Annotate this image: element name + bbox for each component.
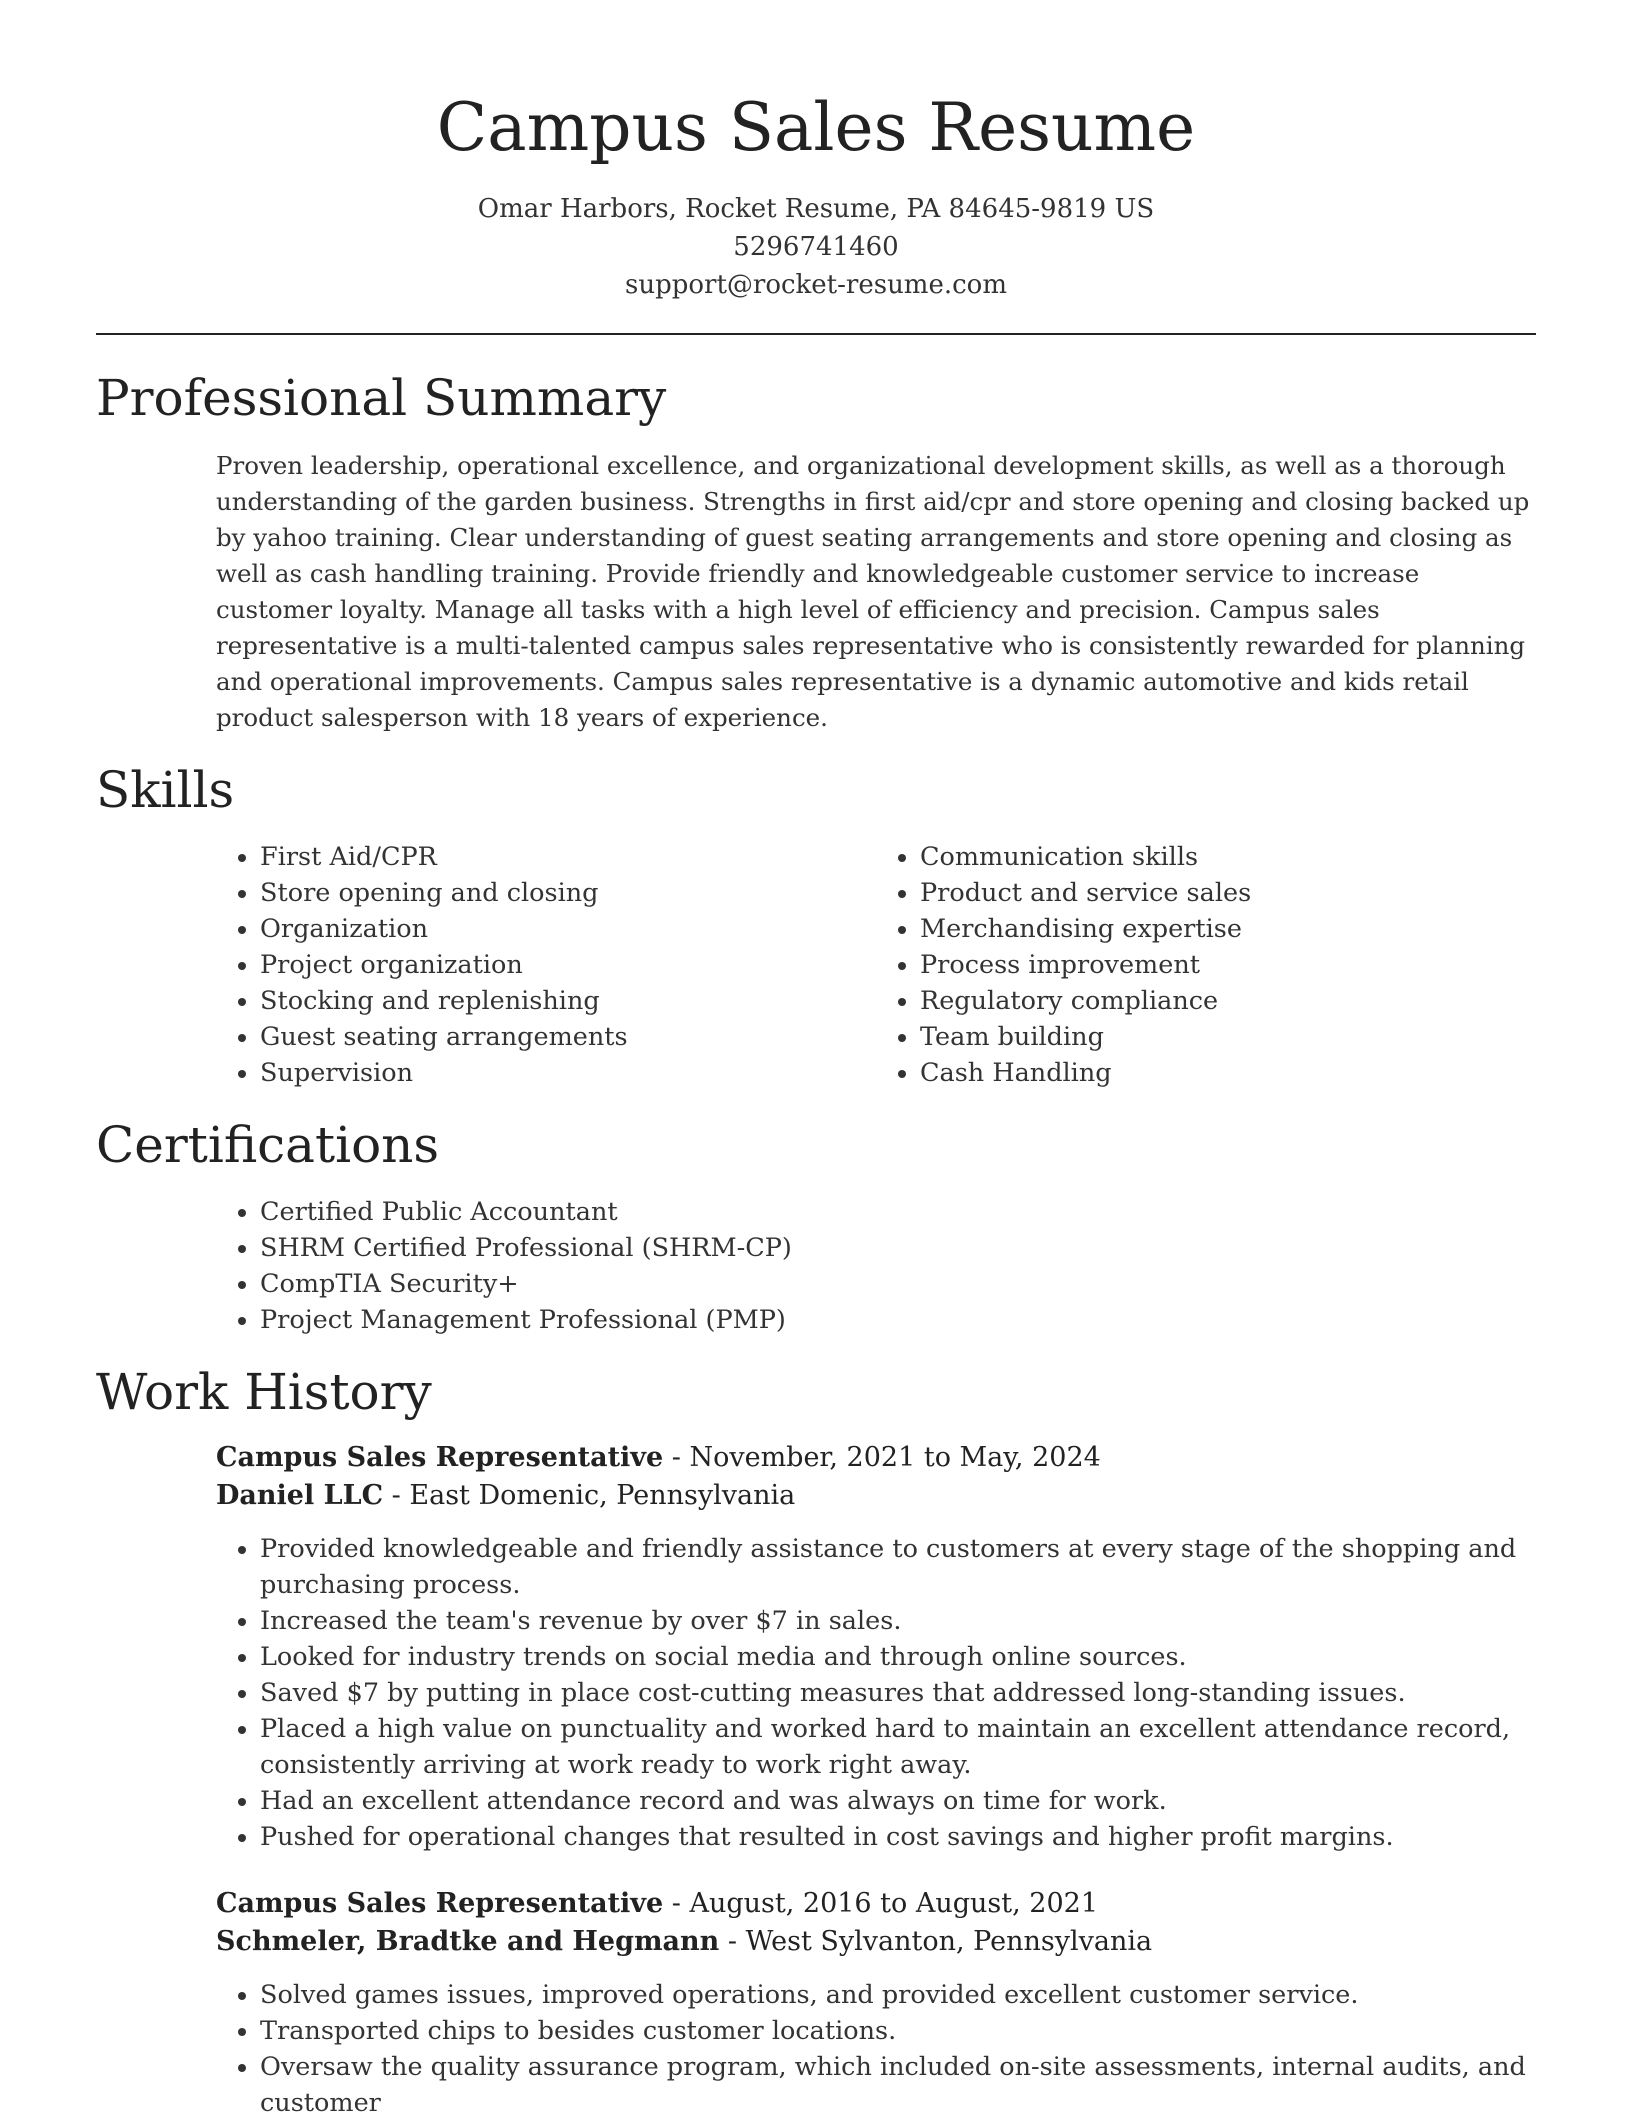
skill-item: • Organization [260,911,876,947]
job-company-line [216,1477,1536,1515]
job-bullet: • Solved games issues, improved operations, and provided excellent customer service. [260,1977,1536,2013]
skills-list-left [216,839,876,1091]
skill-item: • Process improvement [920,947,1536,983]
job-bullets [216,1977,1536,2121]
header-divider [96,333,1536,335]
skill-item: • Cash Handling [920,1055,1536,1091]
certification-item: • Certified Public Accountant [260,1194,1536,1230]
job-company: Schmeler, Bradtke and Hegmann [216,1926,720,1957]
skill-item: • Team building [920,1019,1536,1055]
job-entry [216,1439,1536,1515]
work-history-section [96,1362,1536,2121]
job-bullet: • Pushed for operational changes that resulted in cost savings and higher profit margins. [260,1819,1536,1855]
skill-item: • First Aid/CPR [260,839,876,875]
job-company: Daniel LLC [216,1480,384,1511]
job-bullet: • Looked for industry trends on social media and through online sources. [260,1639,1536,1675]
skill-item: • Project organization [260,947,876,983]
job-bullet: • Had an excellent attendance record and was always on time for work. [260,1783,1536,1819]
summary-text: Proven leadership, operational excellence, and organizational development skills, as well as a thorough understanding of the garden business. Strengths in first aid/cpr and store opening and closing backed up by yahoo training. Clear understanding of guest seating arrangements and store opening and closing as well as cash handling training. Provide friendly and knowledgeable customer service to increase customer loyalty. Manage all tasks with a high level of efficiency and precision. Campus sales representative is a multi-talented campus sales representative who is consistently rewarded for planning and operational improvements. Campus sales representative is a dynamic automotive and kids retail product salesperson with 18 years of experience. [216,451,1530,732]
job-bullet: • Saved $7 by putting in place cost-cutting measures that addressed long-standing issues. [260,1675,1536,1711]
job-title: Campus Sales Representative [216,1888,664,1919]
job-location: - West Sylvanton, Pennsylvania [719,1926,1153,1957]
job-title-line [216,1885,1536,1923]
certifications-heading: Certifications [96,1116,440,1174]
resume-title: Campus Sales Resume [436,89,1196,166]
job-dates: - November, 2021 to May, 2024 [663,1442,1101,1473]
contact-address: Omar Harbors, Rocket Resume, PA 84645-9819 US [477,194,1155,224]
job-bullet: • Oversaw the quality assurance program, which included on-site assessments, internal audits, and customer [260,2049,1536,2121]
job-entry [216,1885,1536,1961]
resume-page [96,0,1536,2121]
skills-heading: Skills [96,761,235,819]
skill-item: • Communication skills [920,839,1536,875]
certifications-list [216,1194,1536,1338]
summary-heading: Professional Summary [96,369,667,427]
skill-item: • Stocking and replenishing [260,983,876,1019]
certifications-section [96,1115,1536,1338]
job-title: Campus Sales Representative [216,1442,664,1473]
skill-item: • Guest seating arrangements [260,1019,876,1055]
skill-item: • Supervision [260,1055,876,1091]
job-bullet: • Transported chips to besides customer locations. [260,2013,1536,2049]
job-bullet: • Increased the team's revenue by over $7 in sales. [260,1603,1536,1639]
job-dates: - August, 2016 to August, 2021 [663,1888,1099,1919]
contact-block [96,190,1536,304]
summary-section [96,368,1536,736]
skill-item: • Store opening and closing [260,875,876,911]
work-history-heading: Work History [96,1363,432,1421]
contact-email: support@rocket-resume.com [624,270,1007,300]
skill-item: • Merchandising expertise [920,911,1536,947]
job-title-line [216,1439,1536,1477]
contact-phone: 5296741460 [733,232,899,262]
job-company-line [216,1923,1536,1961]
job-bullet: • Provided knowledgeable and friendly assistance to customers at every stage of the shopping and purchasing process. [260,1531,1536,1603]
certification-item: • CompTIA Security+ [260,1266,1536,1302]
job-bullets [216,1531,1536,1855]
skills-columns [216,839,1536,1091]
certification-item: • SHRM Certified Professional (SHRM-CP) [260,1230,1536,1266]
skill-item: • Product and service sales [920,875,1536,911]
job-bullet: • Placed a high value on punctuality and worked hard to maintain an excellent attendance record, consistently arriving at work ready to work right away. [260,1711,1536,1783]
skills-section [96,760,1536,1091]
job-location: - East Domenic, Pennsylvania [383,1480,796,1511]
skill-item: • Regulatory compliance [920,983,1536,1019]
skills-list-right [876,839,1536,1091]
certification-item: • Project Management Professional (PMP) [260,1302,1536,1338]
